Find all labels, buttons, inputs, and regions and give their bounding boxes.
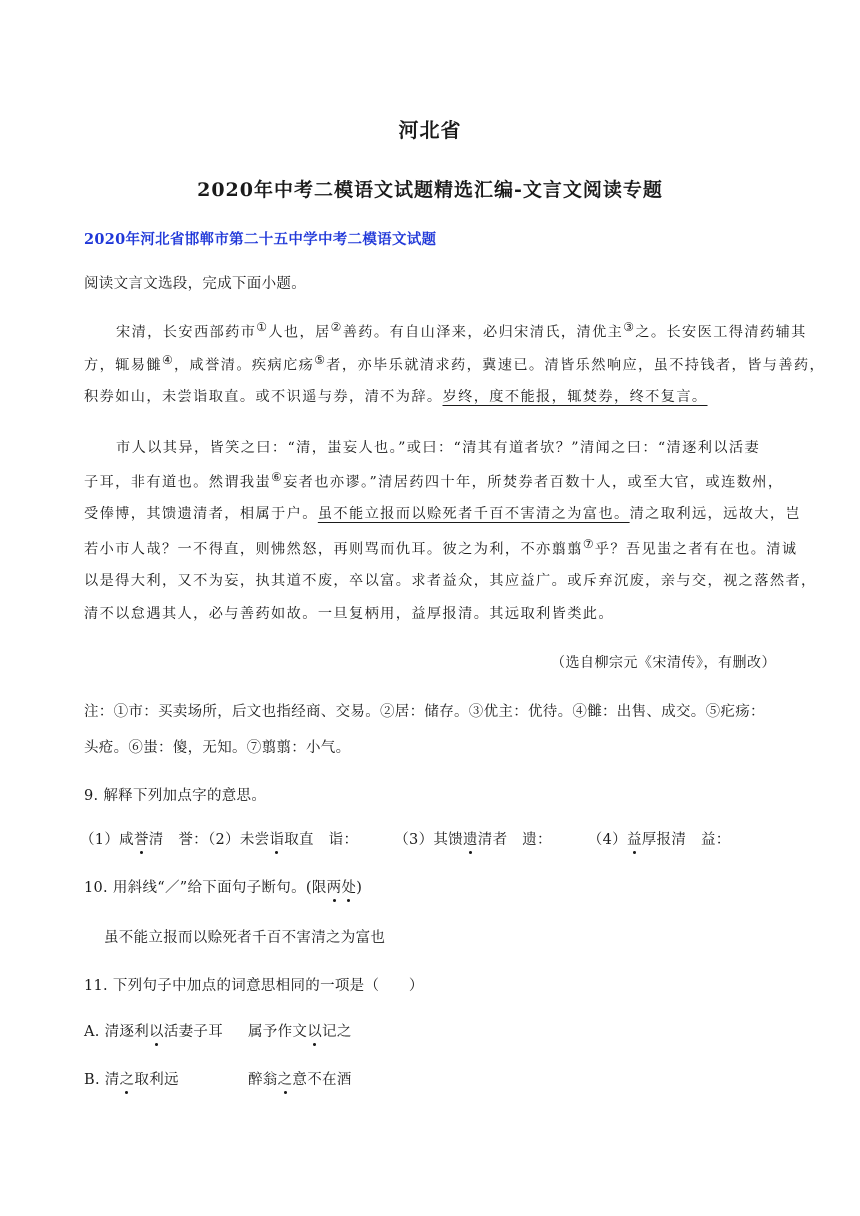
- passage-p1-line1: 宋清，长安西部药市①人也，居②善药。有自山泽来，必归宋清氏，清优主③之。长安医工得清药辅其: [116, 320, 807, 341]
- underlined-sentence-2: 虽不能立报而以赊死者千百不害清之为富也。: [317, 506, 630, 522]
- option-a-left: A. 清逐利以活妻子耳: [84, 1024, 224, 1040]
- question-10-sentence: 虽不能立报而以赊死者千百不害清之为富也: [104, 930, 386, 946]
- passage-p2-line5: 以是得大利，又不为妄，执其道不废，卒以富。求者益众，其应益广。或斥弃沉废，亲与交，视之落然者，: [84, 573, 817, 589]
- exam-source-heading: 2020年河北省邯郸市第二十五中学中考二模语文试题: [84, 231, 437, 248]
- dotted-char: 两: [326, 880, 342, 896]
- passage-citation: （选自柳宗元《宋清传》，有删改）: [551, 655, 776, 671]
- question-9-items: （1）咸誉清 誉：（2）未尝诣取直 诣： （3）其馈遗清者 遗： （4）益厚报清 益：: [80, 832, 731, 848]
- option-a-right: 属予作文以记之: [248, 1024, 352, 1040]
- question-11-stem: 11. 下列句子中加点的词意思相同的一项是（ ）: [84, 978, 424, 994]
- dotted-char: 之: [119, 1072, 135, 1088]
- page-title-main: 2020年中考二模语文试题精选汇编-文言文阅读专题: [197, 179, 663, 201]
- question-10-stem: 10. 用斜线“／”给下面句子断句。(限两处): [84, 880, 363, 896]
- notes-line2: 头疮。⑥蚩：傻，无知。⑦翦翦：小气。: [84, 740, 351, 756]
- passage-p2-line6: 清不以怠遇其人，必与善药如故。一旦复柄用，益厚报清。其远取利皆类此。: [84, 606, 614, 622]
- passage-p1-line3: 积券如山，未尝诣取直。或不识遥与券，清不为辞。岁终，度不能报，辄焚券，终不复言。: [84, 389, 708, 405]
- page-title-province: 河北省: [398, 118, 462, 142]
- passage-p1-line2: 方，辄易雠④，咸誉清。疾病庀疡⑤者，亦毕乐就清求药，冀速已。清皆乐然响应，虽不持钱者，皆与善药，: [84, 353, 826, 374]
- dotted-char: 以: [307, 1024, 323, 1040]
- notes-line1: 注：①市：买卖场所，后文也指经商、交易。②居：储存。③优主：优待。④雠：出售、成交。⑤疕疡：: [84, 704, 765, 720]
- option-b-right: 醉翁之意不在酒: [248, 1072, 352, 1088]
- reading-instruction: 阅读文言文选段，完成下面小题。: [84, 276, 306, 292]
- dotted-char: 益: [626, 832, 642, 848]
- passage-p2-line3: 受俸博，其馈遗清者，相属于户。虽不能立报而以赊死者千百不害清之为富也。清之取利远，远故大，岂: [84, 506, 802, 522]
- passage-p2-line4: 若小市人哉？一不得直，则怫然怒，再则骂而仇耳。彼之为利，不亦翦翦⑦乎？吾见蚩之者有在也。清诚: [84, 537, 798, 558]
- option-b-left: B. 清之取利远: [84, 1072, 179, 1088]
- dotted-char: 处: [341, 880, 357, 896]
- underlined-sentence-1: 岁终，度不能报，辄焚券，终不复言。: [442, 389, 708, 405]
- passage-p2-line2: 子耳，非有道也。然谓我蚩⑥妄者也亦谬。”清居药四十年，所焚券者百数十人，或至大官，或连数州，: [84, 470, 784, 491]
- question-9-stem: 9. 解释下列加点字的意思。: [84, 788, 267, 804]
- dotted-char: 之: [277, 1072, 293, 1088]
- dotted-char: 遗: [462, 832, 478, 848]
- dotted-char: 誉: [133, 832, 149, 848]
- passage-p2-line1: 市人以其异，皆笑之曰：“清，蚩妄人也。”或曰：“清其有道者欤？”清闻之曰：“清逐利以活妻: [116, 440, 761, 456]
- dotted-char: 以: [149, 1024, 164, 1040]
- dotted-char: 诣: [269, 832, 285, 848]
